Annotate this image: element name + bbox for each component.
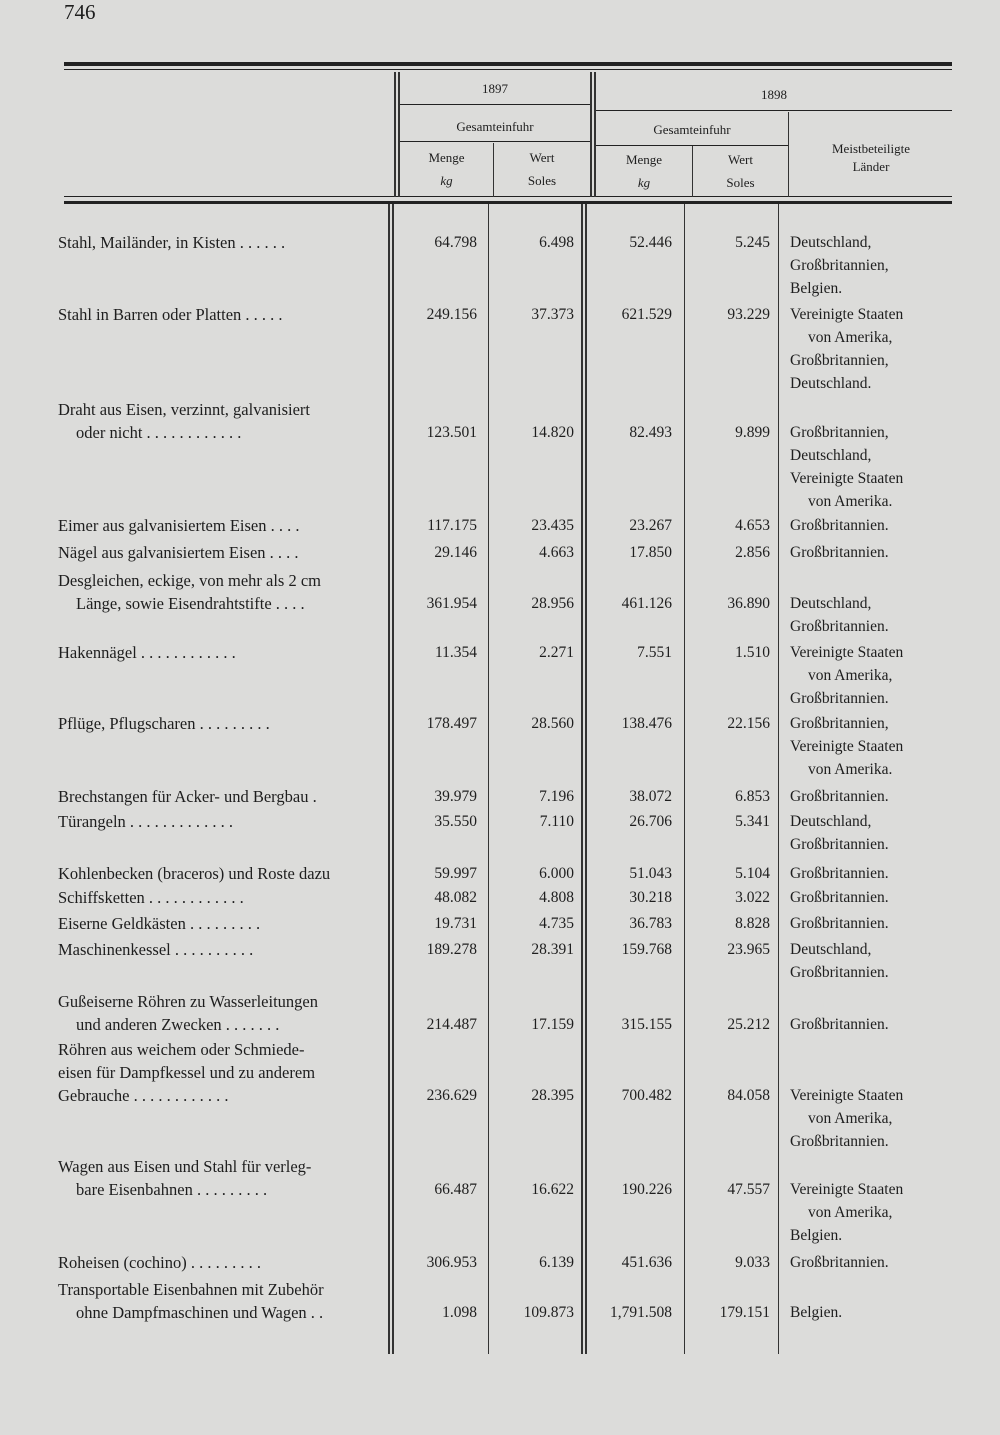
wert-1897: Wert [529,150,555,165]
cell-w97: 28.391 [531,941,574,958]
column-divider [388,204,390,1354]
row-label-line: bare Eisenbahnen . . . . . . . . . [76,1180,268,1199]
kg-1897: kg [440,173,453,188]
cell-w97: 4.808 [539,889,574,906]
cell-m97: 361.954 [426,595,477,612]
cell-w97: 23.435 [531,517,574,534]
cell-m97: 236.629 [426,1087,477,1104]
row-label-line: Kohlenbecken (braceros) und Roste dazu [58,864,331,883]
cell-w97: 6.139 [539,1254,574,1271]
column-divider [392,204,394,1354]
cell-m98: 36.783 [629,915,672,932]
row-label-line: Transportable Eisenbahnen mit Zubehör [58,1280,324,1299]
cell-w97: 109.873 [523,1304,574,1321]
row-label [58,938,388,961]
row-label-line: Hakennägel . . . . . . . . . . . . [58,643,236,662]
cell-m98: 451.636 [621,1254,672,1271]
row-countries [790,421,950,513]
cell-m97: 117.175 [427,517,477,534]
row-label-line: oder nicht . . . . . . . . . . . . [76,423,242,442]
cell-m97: 178.497 [426,715,477,732]
gesamt-rule-1897 [400,141,590,142]
cell-m97: 249.156 [426,306,477,323]
row-label-line: Röhren aus weichem oder Schmiede- [58,1040,305,1059]
row-label-line: Stahl, Mailänder, in Kisten . . . . . . [58,233,286,252]
row-countries [790,785,950,808]
row-countries [790,514,950,537]
header-bottom-rule-thick [64,201,952,204]
row-label [58,886,388,909]
cell-m97: 306.953 [426,1254,477,1271]
country-line: von Amerika, [808,1204,893,1221]
country-line: Vereinigte Staaten [790,738,904,755]
row-countries [790,1084,950,1153]
country-line: Großbritannien. [790,915,889,932]
column-divider [581,204,583,1354]
country-line: Großbritannien, [790,424,889,441]
cell-m98: 138.476 [621,715,672,732]
top-rule [64,62,952,66]
cell-m97: 66.487 [434,1181,477,1198]
row-label [58,785,388,808]
country-line: Großbritannien. [790,788,889,805]
row-label-line: Wagen aus Eisen und Stahl für verleg- [58,1157,312,1176]
cell-w97: 4.735 [539,915,574,932]
country-line: Großbritannien, [790,715,889,732]
row-label [58,990,388,1036]
row-label [58,1038,388,1107]
row-countries [790,592,950,638]
cell-m98: 1,791.508 [610,1304,672,1321]
cell-w97: 2.271 [539,644,574,661]
cell-m97: 64.798 [434,234,477,251]
cell-m98: 700.482 [621,1087,672,1104]
country-line: Großbritannien. [790,1133,889,1150]
cell-w98: 5.104 [735,865,770,882]
row-countries [790,303,950,395]
cell-w98: 5.341 [735,813,770,830]
column-divider [590,72,592,197]
cell-w98: 25.212 [727,1016,770,1033]
row-countries [790,810,950,856]
country-line: Großbritannien, [790,352,889,369]
country-line: Großbritannien. [790,1254,889,1271]
row-countries [790,1013,950,1036]
gesamteinfuhr-1897: Gesamteinfuhr [456,119,534,134]
country-line: von Amerika. [808,761,893,778]
row-label-line: Gebrauche . . . . . . . . . . . . [58,1086,229,1105]
top-rule-thin [64,69,952,70]
cell-w98: 22.156 [727,715,770,732]
country-line: Belgien. [790,1304,843,1321]
country-line: Vereinigte Staaten [790,1181,904,1198]
row-label [58,1278,388,1324]
cell-w97: 28.956 [531,595,574,612]
cell-w98: 6.853 [735,788,770,805]
row-label-line: eisen für Dampfkessel und zu anderem [58,1063,316,1082]
cell-m97: 29.146 [434,544,477,561]
cell-m97: 39.979 [434,788,477,805]
cell-m98: 7.551 [637,644,672,661]
cell-w97: 4.663 [539,544,574,561]
column-divider [684,204,685,1354]
cell-m98: 51.043 [629,865,672,882]
row-label-line: Gußeiserne Röhren zu Wasserleitungen [58,992,318,1011]
row-label [58,1155,388,1201]
menge-1897: Menge [428,150,465,165]
gesamteinfuhr-1898: Gesamteinfuhr [653,122,731,137]
row-label-line: Länge, sowie Eisendrahtstifte . . . . [76,594,305,613]
row-label [58,514,388,537]
row-label-line: Pflüge, Pflugscharen . . . . . . . . . [58,714,270,733]
menge-1898: Menge [625,152,663,167]
country-line: von Amerika, [808,1110,893,1127]
row-label-line: Türangeln . . . . . . . . . . . . . [58,812,234,831]
cell-m98: 190.226 [621,1181,672,1198]
country-line: Großbritannien. [790,1016,889,1033]
cell-w97: 7.110 [539,813,574,830]
laender-header-line2: Länder [852,159,890,174]
row-countries [790,938,950,984]
row-label-line: Brechstangen für Acker- und Bergbau . [58,787,317,806]
kg-1898: kg [637,175,651,190]
cell-w97: 17.159 [531,1016,574,1033]
country-line: Vereinigte Staaten [790,1087,904,1104]
row-label [58,398,388,444]
cell-w97: 6.000 [539,865,574,882]
country-line: Großbritannien. [790,544,889,561]
column-divider [394,72,396,197]
cell-m98: 38.072 [629,788,672,805]
cell-m98: 30.218 [629,889,672,906]
row-label [58,641,388,664]
row-label [58,912,388,935]
cell-m97: 214.487 [426,1016,477,1033]
column-divider [788,112,789,197]
cell-m97: 59.997 [434,865,477,882]
cell-m97: 48.082 [434,889,477,906]
cell-w98: 84.058 [727,1087,770,1104]
cell-m98: 52.446 [629,234,672,251]
cell-w97: 28.560 [531,715,574,732]
country-line: Deutschland, [790,595,872,612]
year-1898: 1898 [761,87,787,102]
header-bottom-rule [64,196,952,197]
cell-m97: 123.501 [426,424,477,441]
row-countries [790,1301,950,1324]
country-line: Deutschland. [790,375,872,392]
row-countries [790,541,950,564]
cell-w97: 16.622 [531,1181,574,1198]
row-countries [790,912,950,935]
country-line: Belgien. [790,1227,843,1244]
soles-1897: Soles [527,173,557,188]
cell-w98: 23.965 [727,941,770,958]
column-divider [778,204,779,1354]
row-countries [790,712,950,781]
cell-m97: 189.278 [426,941,477,958]
column-divider [585,204,587,1354]
row-countries [790,862,950,885]
country-line: Belgien. [790,280,843,297]
country-line: Großbritannien. [790,865,889,882]
cell-m98: 23.267 [629,517,672,534]
row-label-line: Eimer aus galvanisiertem Eisen . . . . [58,516,300,535]
row-label [58,712,388,735]
country-line: Deutschland, [790,813,872,830]
page-number: 746 [64,0,96,24]
soles-1898: Soles [726,175,755,190]
row-label [58,303,388,326]
wert-1898: Wert [728,152,753,167]
row-countries [790,1178,950,1247]
cell-w97: 7.196 [539,788,574,805]
row-label-line: Roheisen (cochino) . . . . . . . . . [58,1253,262,1272]
year-1897: 1897 [482,81,508,96]
cell-w97: 28.395 [531,1087,574,1104]
cell-m98: 621.529 [621,306,672,323]
cell-w98: 2.856 [735,544,770,561]
cell-w98: 9.033 [735,1254,770,1271]
country-line: Vereinigte Staaten [790,470,904,487]
column-divider [488,204,489,1354]
row-label-line: und anderen Zwecken . . . . . . . [76,1015,280,1034]
row-label [58,569,388,615]
country-line: Vereinigte Staaten [790,306,904,323]
cell-m97: 35.550 [434,813,477,830]
country-line: von Amerika, [808,329,893,346]
row-label-line: Eiserne Geldkästen . . . . . . . . . [58,914,261,933]
cell-m97: 11.354 [434,644,477,661]
row-label-line: Maschinenkessel . . . . . . . . . . [58,940,254,959]
country-line: Großbritannien, [790,257,889,274]
row-countries [790,1251,950,1274]
row-label [58,810,388,833]
row-label-line: Schiffsketten . . . . . . . . . . . . [58,888,244,907]
row-label [58,1251,388,1274]
row-label-line: Draht aus Eisen, verzinnt, galvanisiert [58,400,311,419]
cell-w98: 93.229 [727,306,770,323]
cell-w98: 3.022 [735,889,770,906]
cell-w98: 8.828 [735,915,770,932]
cell-m98: 17.850 [629,544,672,561]
cell-w98: 5.245 [735,234,770,251]
row-label-line: Nägel aus galvanisiertem Eisen . . . . [58,543,299,562]
country-line: Deutschland, [790,941,872,958]
country-line: Vereinigte Staaten [790,644,904,661]
cell-w97: 14.820 [531,424,574,441]
country-line: von Amerika, [808,667,893,684]
laender-header-line1: Meistbeteiligte [832,141,910,156]
row-label-line: Stahl in Barren oder Platten . . . . . [58,305,283,324]
country-line: Großbritannien. [790,690,889,707]
cell-m98: 159.768 [621,941,672,958]
cell-m98: 315.155 [621,1016,672,1033]
year-rule-1897 [400,104,590,105]
row-label-line: Desgleichen, eckige, von mehr als 2 cm [58,571,321,590]
country-line: Großbritannien. [790,517,889,534]
row-countries [790,641,950,710]
cell-w98: 47.557 [727,1181,770,1198]
country-line: Großbritannien. [790,889,889,906]
row-label [58,541,388,564]
cell-m97: 1.098 [442,1304,477,1321]
cell-m98: 82.493 [629,424,672,441]
cell-w98: 179.151 [719,1304,770,1321]
cell-m98: 26.706 [629,813,672,830]
cell-w98: 36.890 [727,595,770,612]
cell-w97: 37.373 [531,306,574,323]
cell-w98: 9.899 [735,424,770,441]
cell-m98: 461.126 [621,595,672,612]
row-label-line: ohne Dampfmaschinen und Wagen . . [76,1303,324,1322]
row-countries [790,886,950,909]
row-label [58,862,388,885]
cell-w97: 6.498 [539,234,574,251]
cell-w98: 1.510 [735,644,770,661]
country-line: Deutschland, [790,234,872,251]
cell-w98: 4.653 [735,517,770,534]
row-label [58,231,388,254]
year-rule-1898 [596,110,952,111]
country-line: Deutschland, [790,447,872,464]
country-line: Großbritannien. [790,836,889,853]
country-line: von Amerika. [808,493,893,510]
country-line: Großbritannien. [790,618,889,635]
country-line: Großbritannien. [790,964,889,981]
row-countries [790,231,950,300]
cell-m97: 19.731 [434,915,477,932]
